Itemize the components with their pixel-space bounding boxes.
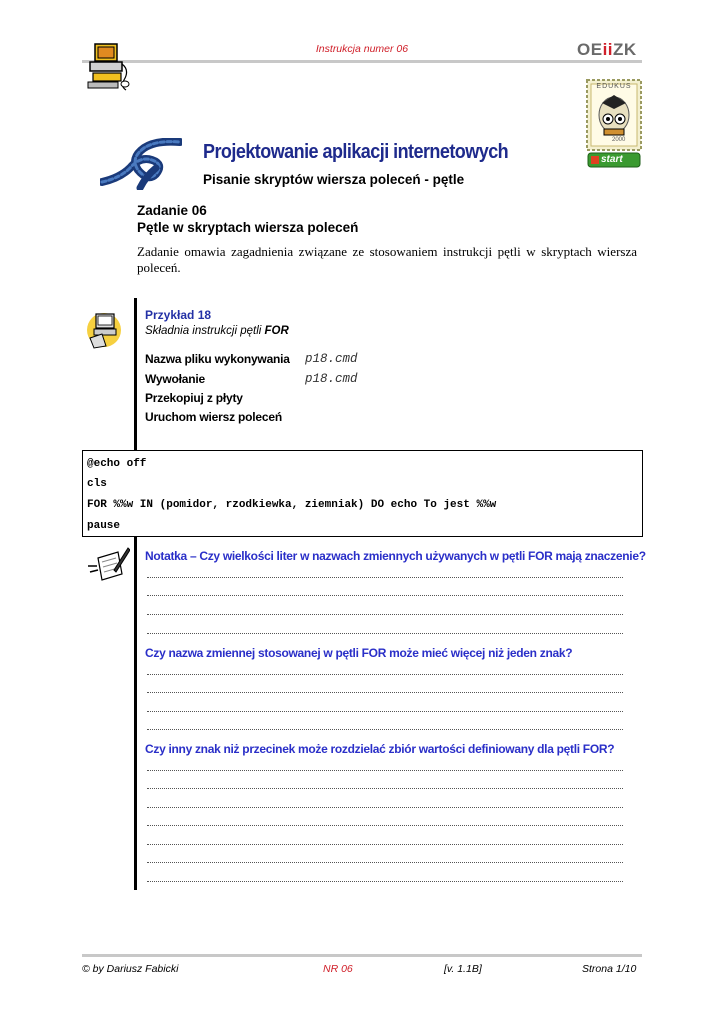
oeiizk-logo (577, 40, 637, 60)
answer-line[interactable] (147, 788, 623, 789)
answer-line[interactable] (147, 844, 623, 845)
stamp-label: EDUKUS (596, 83, 632, 90)
footer-number: NR 06 (323, 963, 353, 975)
footer-divider (82, 954, 642, 957)
footer-author: © by Dariusz Fabicki (82, 963, 179, 975)
row-label-run: Uruchom wiersz poleceń (145, 410, 282, 424)
answer-line[interactable] (147, 674, 623, 675)
example-side-bar (134, 298, 137, 450)
example-subtitle-prefix: Składnia instrukcji pętli (145, 325, 265, 337)
start-button-label: start (601, 154, 623, 165)
answer-line[interactable] (147, 807, 623, 808)
example-subtitle (145, 325, 289, 337)
logo-accent: ii (602, 40, 614, 59)
code-line: pause (87, 520, 121, 532)
task-description: Zadanie omawia zagadnienia związane ze stosowaniem instrukcji pętli w skryptach wiersza poleceń. (137, 244, 637, 275)
header-divider (82, 60, 642, 63)
answer-line[interactable] (147, 614, 623, 615)
answer-line[interactable] (147, 577, 623, 578)
stamp-year: 2000 (612, 137, 626, 143)
example-title: Przykład 18 (145, 308, 212, 322)
code-line: FOR %%w IN (pomidor, rzodkiewka, ziemniak) DO echo To jest %%w (87, 499, 497, 511)
logo-suffix: ZK (613, 40, 637, 59)
computer-user-icon (86, 306, 124, 350)
note-question-3: Czy inny znak niż przecinek może rozdzielać zbiór wartości definiowany dla pętli FOR? (145, 742, 615, 756)
footer-version: [v. 1.1B] (444, 963, 482, 975)
code-box (82, 450, 643, 537)
answer-line[interactable] (147, 692, 623, 693)
row-label-copy: Przekopiuj z płyty (145, 391, 243, 405)
document-title: Projektowanie aplikacji internetowych (203, 141, 509, 163)
code-line: @echo off (87, 458, 147, 470)
notes-side-bar (134, 537, 137, 890)
answer-line[interactable] (147, 633, 623, 634)
row-value-invocation: p18.cmd (305, 372, 358, 386)
logo-prefix: OE (577, 40, 603, 59)
answer-line[interactable] (147, 595, 623, 596)
row-label-filename: Nazwa pliku wykonywania (145, 352, 290, 366)
example-subtitle-keyword: FOR (264, 325, 289, 337)
answer-line[interactable] (147, 825, 623, 826)
header-title: Instrukcja numer 06 (315, 43, 409, 55)
answer-line[interactable] (147, 881, 623, 882)
knot-image (100, 138, 182, 190)
row-value-filename: p18.cmd (305, 352, 358, 366)
document-subtitle: Pisanie skryptów wiersza poleceń - pętle (203, 172, 465, 187)
answer-line[interactable] (147, 862, 623, 863)
task-number: Zadanie 06 (137, 203, 207, 218)
computer-clipart-icon (86, 40, 132, 92)
code-line: cls (87, 478, 107, 490)
task-title: Pętle w skryptach wiersza poleceń (137, 220, 359, 235)
footer-page: Strona 1/10 (582, 963, 637, 975)
answer-line[interactable] (147, 770, 623, 771)
answer-line[interactable] (147, 729, 623, 730)
note-question-1: Notatka – Czy wielkości liter w nazwach zmiennych używanych w pętli FOR mają znaczenie? (145, 549, 646, 563)
note-question-2: Czy nazwa zmiennej stosowanej w pętli FOR może mieć więcej niż jeden znak? (145, 646, 573, 660)
note-pencil-icon (88, 544, 130, 584)
row-label-invocation: Wywołanie (145, 372, 205, 386)
answer-line[interactable] (147, 711, 623, 712)
